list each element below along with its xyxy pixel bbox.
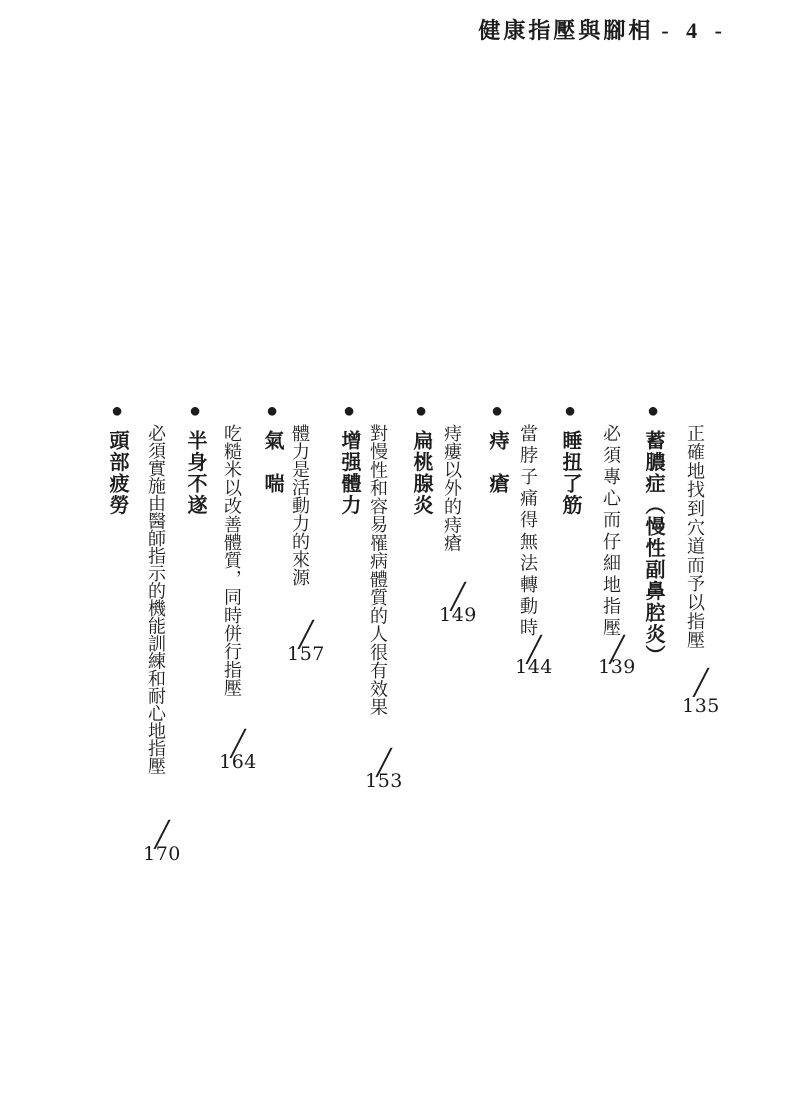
page-number: 144 xyxy=(515,656,553,678)
toc-entry xyxy=(643,400,663,667)
bullet-icon: ● xyxy=(106,400,128,424)
toc-entry xyxy=(487,400,507,495)
toc-page-ref xyxy=(515,635,553,678)
bullet-icon: ● xyxy=(410,400,432,424)
toc-entry-text: 吃糙米以改善體質，同時併行指壓 xyxy=(222,424,242,697)
toc-entry xyxy=(365,424,403,792)
toc-entry xyxy=(262,400,282,495)
bullet-icon: ● xyxy=(338,400,360,424)
page-number: 164 xyxy=(219,751,257,773)
toc-entry-text: 痔瘻以外的痔瘡 xyxy=(442,424,462,553)
page-number: 139 xyxy=(598,656,636,678)
book-title: 健康指壓與腳相 xyxy=(478,18,654,43)
toc-entry-text: 扁桃腺炎 xyxy=(410,430,432,516)
page-number: 149 xyxy=(439,604,477,626)
toc-entry xyxy=(560,400,580,516)
toc-entry-text: 蓄膿症（慢性副鼻腔炎） xyxy=(642,430,664,667)
toc-entry xyxy=(143,424,181,865)
bullet-icon: ● xyxy=(486,400,508,424)
toc-entry xyxy=(598,424,636,678)
page-number: 135 xyxy=(682,695,720,717)
page-number: 153 xyxy=(365,770,403,792)
toc-entry-text: 睡扭了筋 xyxy=(559,430,581,516)
toc-page-ref xyxy=(439,582,477,626)
toc-page-ref xyxy=(598,635,636,678)
toc-entry xyxy=(339,400,359,516)
toc-entry xyxy=(287,424,325,665)
toc-entry-text: 正確地找到穴道而予以指壓 xyxy=(685,424,705,650)
slash-leader-icon: ╱ xyxy=(526,635,542,664)
slash-leader-icon: ╱ xyxy=(376,748,392,777)
toc-page-ref xyxy=(143,820,181,865)
toc-page-ref xyxy=(287,620,325,665)
toc-page-ref xyxy=(682,668,720,716)
toc-page-ref xyxy=(365,748,403,792)
toc-entry xyxy=(219,424,257,773)
slash-leader-icon: ╱ xyxy=(450,582,466,611)
toc-entry xyxy=(107,400,127,516)
toc-entry xyxy=(185,400,205,516)
slash-leader-icon: ╱ xyxy=(693,668,709,697)
toc-entry-text: 增强體力 xyxy=(338,430,360,516)
bullet-icon: ● xyxy=(642,400,664,424)
page-number: 157 xyxy=(287,643,325,665)
slash-leader-icon: ╱ xyxy=(298,620,314,649)
toc-page-ref xyxy=(219,729,257,773)
toc-entry-text: 當脖子痛得無法轉動時 xyxy=(518,424,538,640)
toc-entry-text: 必須專心而仔細地指壓 xyxy=(601,424,621,640)
bullet-icon: ● xyxy=(261,400,283,424)
bullet-icon: ● xyxy=(559,400,581,424)
page-number-label: - 4 - xyxy=(661,18,728,43)
toc-entry xyxy=(439,424,477,626)
bullet-icon: ● xyxy=(184,400,206,424)
toc-entry-text: 頭部疲勞 xyxy=(106,430,128,516)
toc-entry-text: 痔 瘡 xyxy=(486,430,508,495)
toc-entry-text: 氣 喘 xyxy=(261,430,283,495)
toc-entry xyxy=(682,424,720,717)
toc-entry xyxy=(411,400,431,516)
slash-leader-icon: ╱ xyxy=(154,820,170,849)
toc-entry-text: 體力是活動力的來源 xyxy=(290,424,310,586)
slash-leader-icon: ╱ xyxy=(230,729,246,758)
page-number: 170 xyxy=(143,843,181,865)
slash-leader-icon: ╱ xyxy=(609,635,625,664)
toc-entry xyxy=(515,424,553,678)
toc-entry-text: 必須實施由醫師指示的機能訓練和耐心地指壓 xyxy=(146,424,166,774)
toc-entry-text: 對慢性和容易罹病體質的人很有效果 xyxy=(368,424,388,716)
toc-entry-text: 半身不遂 xyxy=(184,430,206,516)
